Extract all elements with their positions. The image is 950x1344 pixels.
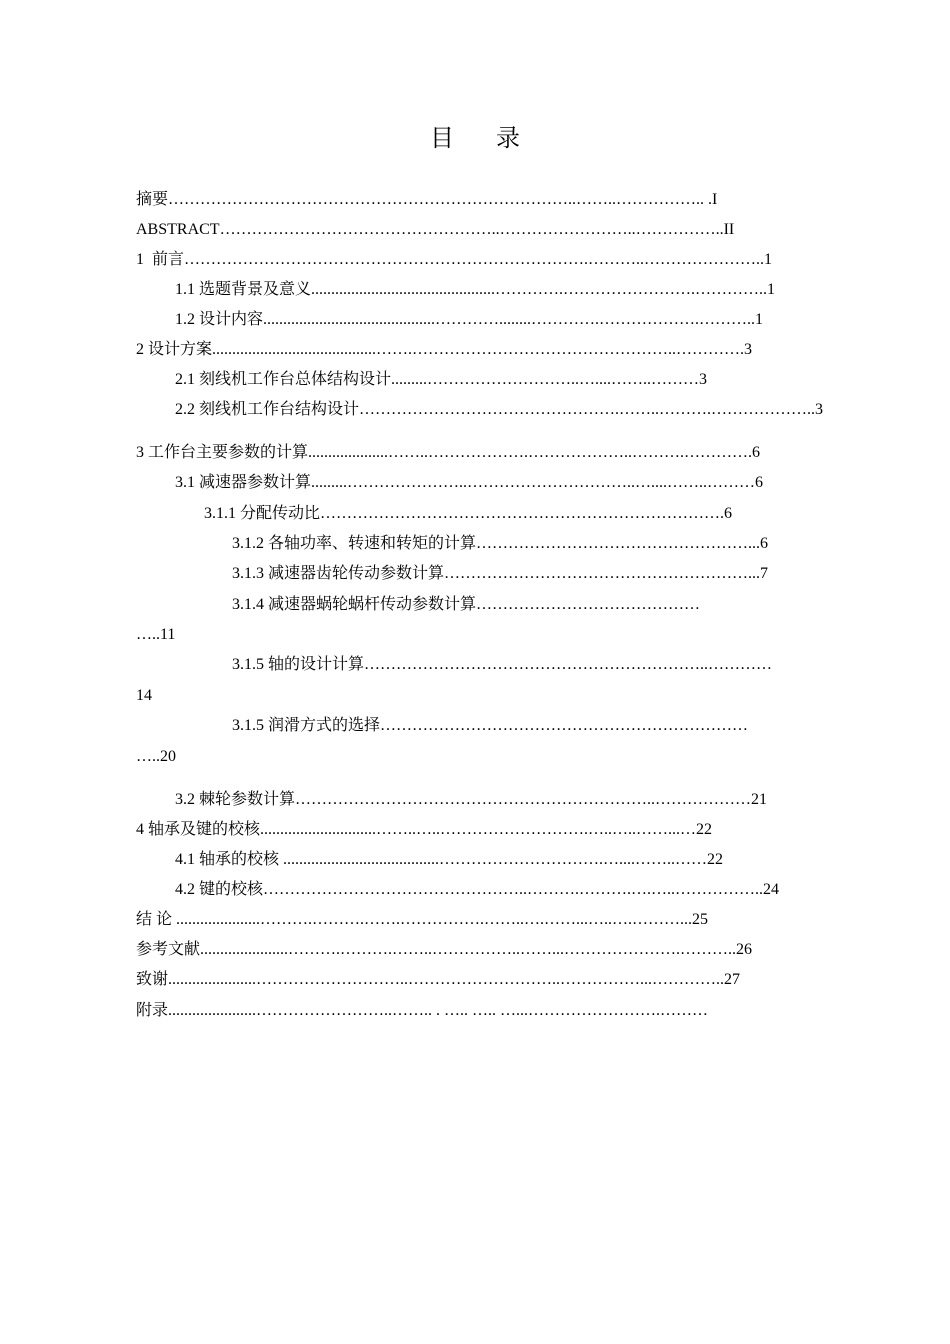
page-title: 目 录: [430, 126, 538, 152]
toc-entry-acknowledgements[interactable]: 致谢......................………………………..………………………..……………...…………..27: [136, 971, 741, 988]
toc-entry-abstract-en[interactable]: ABSTRACT……………………………………………..……………………..……………..II: [136, 221, 735, 238]
toc-entry-4-2[interactable]: 4.2 键的校核…………………………………………..……….……….….…..……………..24: [175, 881, 780, 898]
toc-entry-4[interactable]: 4 轴承及键的校核.............................……..…..……………………….…..…..……...…22: [136, 821, 713, 838]
toc-entry-abstract-cn[interactable]: 摘要…………………………………………………………………..……..…………….. .I: [136, 191, 718, 208]
toc-entry-2-2[interactable]: 2.2 刻线机工作台结构设计………………………………………….……..……….………………..3: [175, 401, 824, 418]
toc-entry-3-1-1[interactable]: 3.1.1 分配传动比………………………………………………………………….6: [204, 505, 733, 522]
toc-entry-1[interactable]: 1 前言………………………………………………………………….………..…………………..1: [136, 251, 773, 268]
toc-entry-3-1-3[interactable]: 3.1.3 减速器齿轮传动参数计算…………………………………………………...7: [232, 565, 769, 582]
toc-entry-3[interactable]: 3 工作台主要参数的计算....................……..……………….………………..……….………….6: [136, 444, 761, 461]
toc-entry-3-1-5[interactable]: 3.1.5 轴的设计计算………………………………………………………..…………: [232, 656, 773, 673]
toc-entry-3-1[interactable]: 3.1 减速器参数计算.........…………………..…………………………..…....……..………6: [175, 474, 764, 491]
toc-entry-conclusion[interactable]: 结 论 .....................……….……….…….…………….……..….……...…..….………...25: [136, 911, 708, 928]
toc-entry-3-1-2[interactable]: 3.1.2 各轴功率、转速和转矩的计算……………………………………………...6: [232, 535, 769, 552]
toc-entry-1-1[interactable]: 1.1 选题背景及意义..............................................………….…………………….…………..1: [175, 281, 776, 298]
toc-entry-3-1-5-page: 14: [136, 687, 152, 704]
toc-entry-3-1-4-page: …..11: [136, 626, 176, 643]
toc-entry-2-1[interactable]: 2.1 刻线机工作台总体结构设计.........………………………..…....……..………3: [175, 371, 708, 388]
toc-entry-appendix[interactable]: 附录......................……………………..…….. . ….. ….. …...…………………….………: [136, 1002, 709, 1019]
toc-entry-2[interactable]: 2 设计方案.........................................…….…………………………………………..………….3: [136, 341, 753, 358]
toc-entry-references[interactable]: 参考文献......................……….……….……..……………..……...………………….………..26: [136, 941, 753, 958]
toc-entry-3-1-5b-page: …..20: [136, 748, 176, 765]
toc-entry-3-1-4[interactable]: 3.1.4 减速器蜗轮蜗杆传动参数计算……………………………………: [232, 596, 701, 613]
toc-entry-1-2[interactable]: 1.2 设计内容...........................................…………........………….……………….………..1: [175, 311, 764, 328]
toc-entry-3-1-5b[interactable]: 3.1.5 润滑方式的选择……………………………………………………………: [232, 717, 749, 734]
toc-entry-4-1[interactable]: 4.1 轴承的校核 .......................................………………………….…....……..……22: [175, 851, 724, 868]
toc-entry-3-2[interactable]: 3.2 棘轮参数计算…………………………………………………………..………………21: [175, 791, 768, 808]
